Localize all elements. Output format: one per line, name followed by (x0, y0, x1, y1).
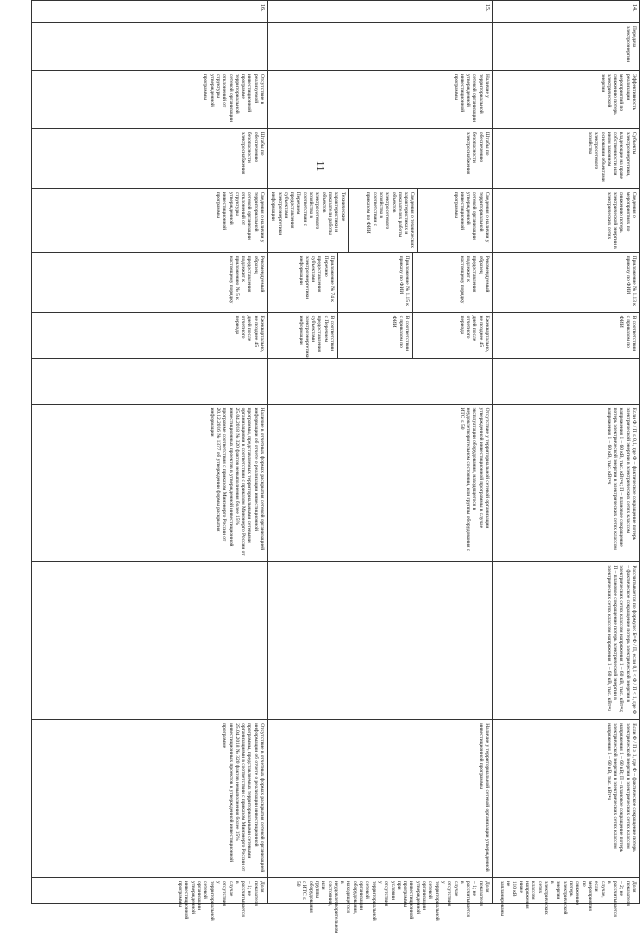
criteria-table (31, 0, 640, 933)
table-row (267, 0, 492, 933)
cell-info-group (267, 189, 492, 253)
cell-form: Рекомендуемый образец предоставления подлежит к приложению № 5 к настоящему порядку (31, 253, 267, 313)
cell-note: Доля показателя – 1; не рассчитывается в случае отсутствия у территориальной сетевой организации утвержденной инвестиционной программы при условии отсутствия у территориальной сетевой организации оборудования, находящегося в неудовлетворительном состоянии, или группы оборудования с ИТС ≤ 50 (267, 878, 492, 904)
period-sub: В соответствии с приказом по ФИИ (337, 313, 412, 358)
cell-period: В соответствии с приказом по ФИИ (492, 313, 640, 359)
form-sub: Приложение № 74 к Перечню предоставления субъектами электроэнергетики информации (297, 255, 335, 302)
cell-score-mid: Рассчитывается по формуле: Б=Ф / П, если 0,1 < Ф / П < 1, где Ф – фактическое сокращение потерь электрической энергии в электрических сетях классом напряжения 1 – 60 кВ, тыс. кВт•ч; П – плановое сокращение потерь электрической энергии в электрических сетях классом напряжения 1 – 60 кВ, тыс. кВт•ч (492, 562, 640, 720)
period-sub: Ежеквартально, не позднее 45 дней после отчетного периода (412, 313, 492, 358)
cell-empty (31, 359, 267, 405)
cell-score-high: Если Ф / П ≥ 1, где Ф – фактическое сокращение потерь электрической энергии в электрических сетях классом напряжения 1 – 60 кВ; П – плановое сокращение потерь электрической энергии в электрических сетях классом напряжения 1 – 60 кВ, тыс. кВт•ч (492, 720, 640, 878)
info-sub: Технические характеристики и показатели работы объектов электросетевого хозяйства в соответствии с Перечнем предоставления субъектами электроэнергетики информации (270, 191, 346, 236)
period-sub: В соответствии с Перечнем предоставления субъектами электроэнергетики информации (297, 315, 335, 359)
cell-source: Штабы по обеспечению безопасности электроснабжения (267, 129, 492, 189)
cell-form: Приложение № 1.13 к приказу по ФИИ (492, 253, 640, 313)
table-row (492, 0, 640, 917)
cell-empty (492, 359, 640, 405)
cell-indicator: Эффективность реализации мероприятий по снижению потерь электрической энергии (492, 71, 640, 129)
info-sub: Сведения о технических характеристиках и показателях работы объектов электросетевого хозяйства в соответствии с приказом по ФИИ (348, 189, 418, 252)
cell-info: Сведения о мероприятиях по снижению потерь электрической энергии в электрических сетях (492, 189, 640, 253)
cell-score-mid (267, 562, 492, 720)
cell-score-low: Отсутствие у территориальной сетевой организации утвержденной инвестиционной программы в случае эксплуатации оборудования, находящегося в неудовлетворительном состоянии, или группы оборудования с ИТС ≤ 50 (267, 405, 492, 563)
page-number: 11 (314, 160, 326, 172)
cell-activity (267, 23, 492, 71)
form-sub: Приложение № 1.15 к приказу по ФИИ (337, 253, 412, 312)
cell-score-low: Если Ф / П ≤ 0,1, где Ф – фактическое сокращение потерь электрической энергии в электрических сетях классом напряжения 1 – 60 кВ, тыс. кВт•ч; П – плановое сокращение потерь электрической энергии в электрических сетях классом напряжения 1 – 60 кВ, тыс. кВт•ч (492, 405, 640, 563)
cell-indicator: Отсутствие в реализуемой инвестиционной программе территориальной сетевой организации отклонений от структуры утвержденной программы (31, 71, 267, 129)
cell-source: Штабы по обеспечению безопасности электроснабжения (31, 129, 267, 189)
row-number: 15. (267, 1, 492, 23)
table-row (31, 0, 267, 921)
cell-score-mid (31, 562, 267, 720)
cell-activity: Передача электроэнергии (492, 23, 640, 71)
cell-info: Сведения о наличии у территориальной сетевой организации отклонений от структуры утвержденной инвестиционной программы (31, 189, 267, 253)
cell-activity (31, 23, 267, 71)
info-sub: Сведения о наличии у территориальной сетевой организации утвержденной инвестиционной программы (417, 189, 492, 252)
cell-score-high: Отсутствие в отчетных формах раскрытия сетевой организацией информации об отчете о реализации инвестиционной программы, представляемых территориальными сетевыми организациями в соответствии с приказом Минэнерго России от 25.04.2018 № 320 фактов невыполнения более 15% инвестиционных проектов в утвержденной инвестиционной программе (31, 720, 267, 878)
cell-score-low: Наличие в отчетных формах раскрытия сетевой организацией информации об отчете о реализации инвестиционной программы, представляемых территориальными сетевыми организациями в соответствии с приказом Минэнерго России от 25.04.2018 № 320 фактов невыполнения более 15% инвестиционных проектов в утвержденной инвестиционной программе соответствия с приказом Минэнерго России от 20.12.2016 № 1377 об утверждении формы раскрытия информации (31, 405, 267, 563)
form-sub: Рекомендуемый образец предоставления подлежит к настоящему порядку (412, 253, 492, 312)
cell-source: Субъекты электроэнергетики, владеющие на праве собственности или ином законном основании объектами электросетевого хозяйства (492, 129, 640, 189)
row-number: 16. (31, 1, 267, 23)
row-number: 14. (492, 1, 640, 23)
cell-period: Ежеквартально, не позднее 45 дней после отчетного периода (31, 313, 267, 359)
cell-note: Доля показателя – 1; не рассчитывается в случае отсутствия у территориальной сетевой организации утвержденной инвестиционной программы (31, 878, 267, 904)
cell-indicator: Наличие у территориальной сетевой организации утвержденной инвестиционной программы (267, 71, 492, 129)
cell-score-high: Наличие у территориальной сетевой организации утвержденной инвестиционной программы (267, 720, 492, 878)
cell-note: Доля показателя – 2; не рассчитывается в случае, если мероприятия по снижению потерь электрической энергии в электрических сетях классом напряжения ниже 110 кВ не запланированы (492, 878, 640, 904)
cell-empty (267, 359, 492, 405)
cell-period-group (267, 313, 492, 359)
cell-form-group (267, 253, 492, 313)
